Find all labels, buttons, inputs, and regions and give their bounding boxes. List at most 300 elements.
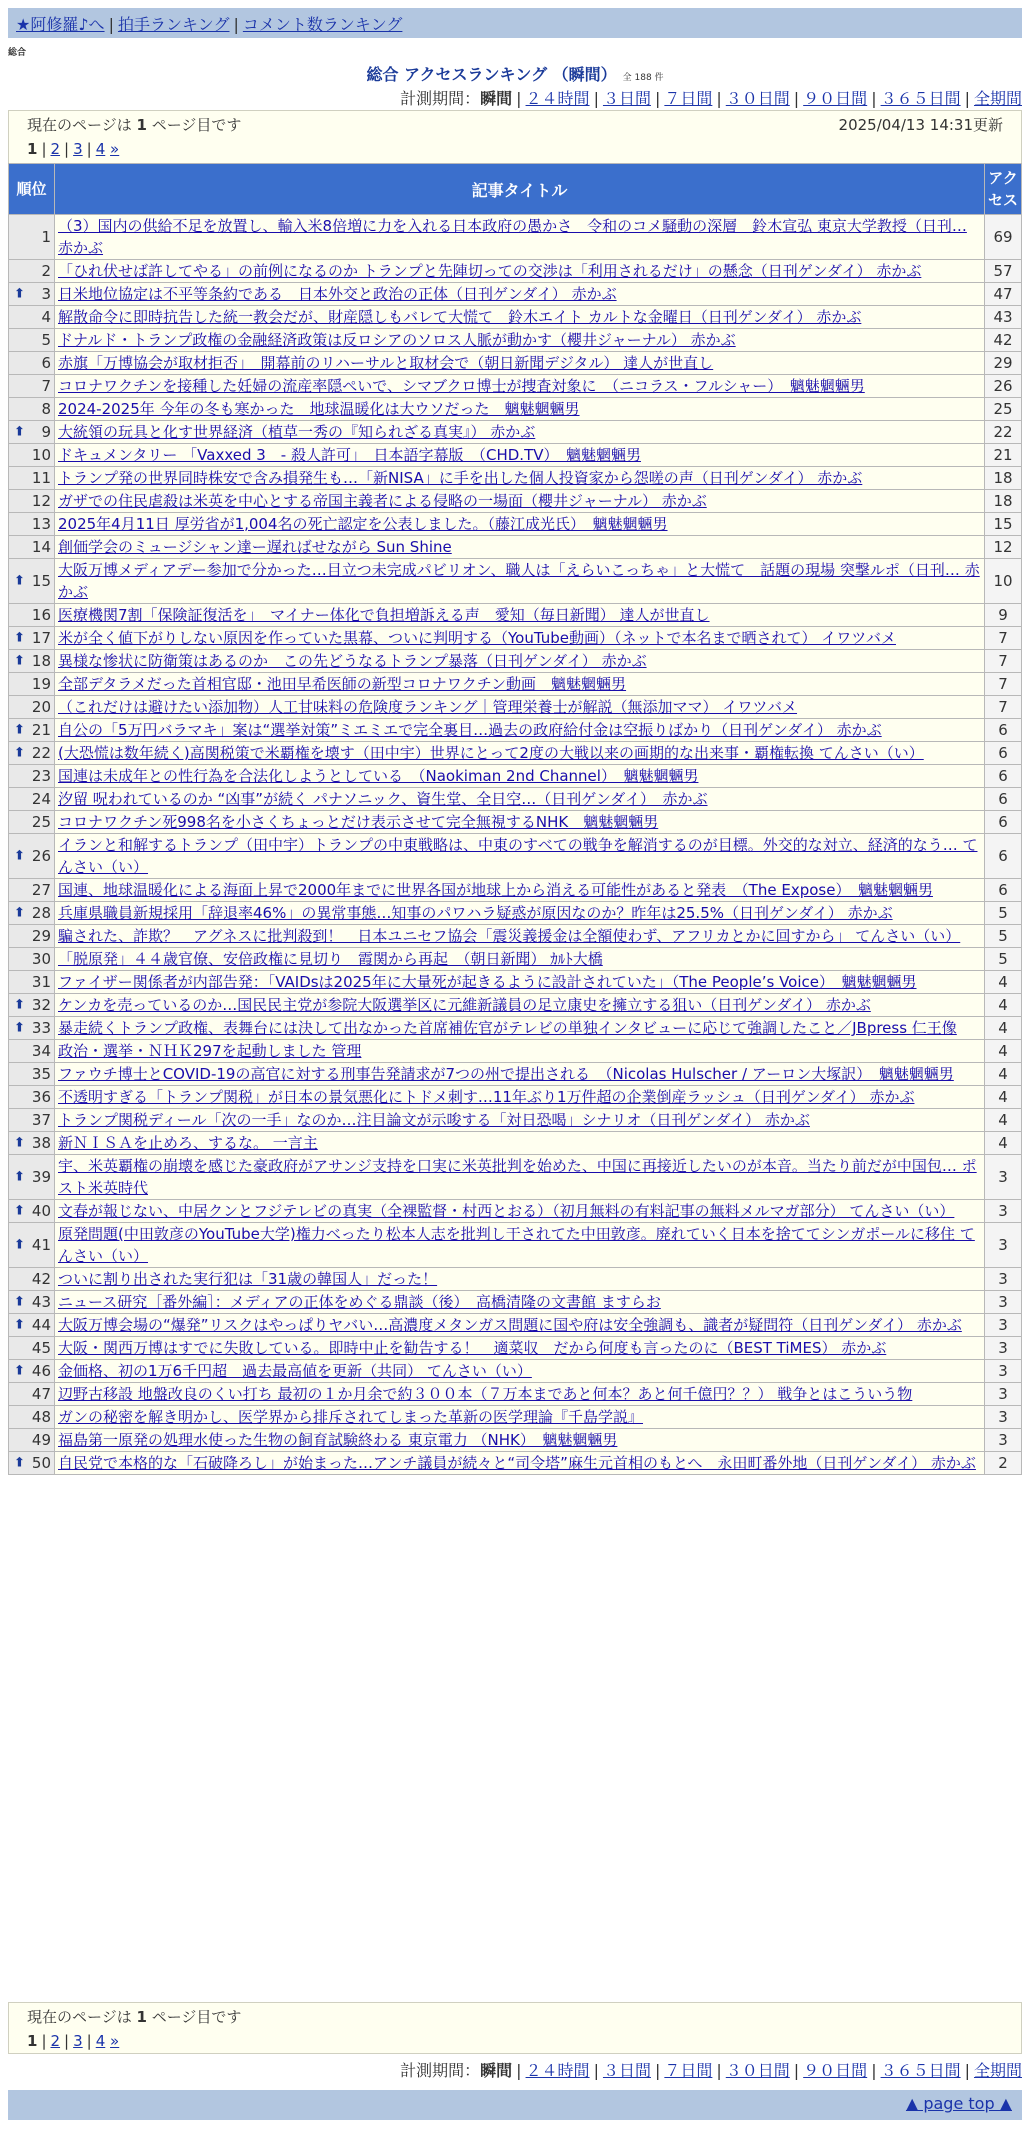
article-link[interactable]: 文春が報じない、中居クンとフジテレビの真実（全裸監督・村西とおる）（初月無料の有料記事の無料メルマガ部分） てんさい（い） <box>58 1202 955 1220</box>
rank-number: 23 <box>31 767 51 785</box>
period-link[interactable]: ３０日間 <box>725 2061 790 2080</box>
access-count: 43 <box>985 306 1022 329</box>
up-arrow-icon: ⬆ <box>14 722 25 738</box>
table-row <box>9 902 1022 925</box>
access-count: 3 <box>985 1337 1022 1360</box>
table-row <box>9 788 1022 811</box>
period-link[interactable]: ３日間 <box>602 2061 651 2080</box>
rank-cell <box>9 604 55 627</box>
rank-cell <box>9 444 55 467</box>
col-rank-header: 順位 <box>9 164 55 215</box>
article-link[interactable]: 大阪万博メディアデー参加で分かった…目立つ未完成パビリオン、職人は「えらいこっちゃ」と大慌て 話題の現場 突撃ルポ（日刊… 赤かぶ <box>58 561 980 601</box>
access-count: 3 <box>985 1360 1022 1383</box>
pager-link[interactable]: 2 <box>50 2032 61 2050</box>
table-row <box>9 490 1022 513</box>
separator: | <box>233 15 239 34</box>
separator: | <box>654 2061 661 2080</box>
table-row <box>9 719 1022 742</box>
rank-number: 31 <box>31 973 51 991</box>
rank-number: 35 <box>31 1065 51 1083</box>
article-link[interactable]: 自公の「5万円バラマキ」案は“選挙対策”ミエミエで完全裏目…過去の政府給付金は空振りばかり（日刊ゲンダイ） 赤かぶ <box>58 721 882 739</box>
title-cell <box>55 650 985 673</box>
article-link[interactable]: 「ひれ伏せば許してやる」の前例になるのか トランプと先陣切っての交渉は「利用されるだけ」の懸念（日刊ゲンダイ） 赤かぶ <box>58 262 922 280</box>
article-link[interactable]: 不透明すぎる「トランプ関税」が日本の景気悪化にトドメ刺す…11年ぶり1万件超の企業倒産ラッシュ（日刊ゲンダイ） 赤かぶ <box>58 1088 915 1106</box>
rank-cell <box>9 650 55 673</box>
rank-cell <box>9 260 55 283</box>
access-count: 3 <box>985 1200 1022 1223</box>
access-count: 3 <box>985 1223 1022 1268</box>
article-link[interactable]: コロナワクチン死998名を小さくちょっとだけ表示させて完全無視するNHK 魑魅魍魎男 <box>58 813 659 831</box>
access-count: 4 <box>985 971 1022 994</box>
title-cell <box>55 1360 985 1383</box>
table-row <box>9 260 1022 283</box>
rank-number: 34 <box>31 1042 51 1060</box>
separator: | <box>716 89 722 108</box>
separator: | <box>41 2032 47 2050</box>
access-count: 3 <box>985 1429 1022 1452</box>
rank-cell <box>9 467 55 490</box>
total-count: 全 188 件 <box>622 73 664 83</box>
separator: | <box>871 2061 877 2080</box>
rank-number: 39 <box>31 1168 51 1186</box>
period-link[interactable]: ３６５日間 <box>880 89 961 108</box>
title-cell <box>55 1063 985 1086</box>
separator: | <box>108 15 114 34</box>
title-cell <box>55 260 985 283</box>
article-link[interactable]: 「脱原発」４４歳官僚、安倍政権に見切り 霞関から再起 （朝日新聞） ｶﾙﾄ大橋 <box>58 950 603 968</box>
pager-link[interactable]: 3 <box>73 2032 83 2050</box>
table-row <box>9 696 1022 719</box>
title-cell <box>55 765 985 788</box>
rank-number: 29 <box>31 927 51 945</box>
table-row <box>9 1086 1022 1109</box>
rank-number: 43 <box>31 1293 51 1311</box>
title-cell <box>55 994 985 1017</box>
table-row <box>9 215 1022 260</box>
table-row <box>9 1314 1022 1337</box>
access-count: 5 <box>985 902 1022 925</box>
period-label: 計測期間： <box>400 89 481 108</box>
separator: | <box>86 140 92 158</box>
table-row <box>9 627 1022 650</box>
article-link[interactable]: 辺野古移設 地盤改良のくい打ち 最初の１か月余で約３００本（７万本まであと何本？あと何千億円？？） 戦争とはこういう物 <box>58 1385 913 1403</box>
rank-number: 7 <box>41 377 51 395</box>
home-link[interactable]: ★阿修羅♪へ <box>16 15 105 34</box>
rank-number: 36 <box>31 1088 51 1106</box>
rank-cell <box>9 1291 55 1314</box>
title-cell <box>55 1268 985 1291</box>
paging-box-bottom <box>8 2002 1022 2054</box>
rank-cell <box>9 1063 55 1086</box>
title-cell <box>55 811 985 834</box>
table-row <box>9 375 1022 398</box>
title-cell <box>55 1017 985 1040</box>
access-count: 4 <box>985 1109 1022 1132</box>
separator: | <box>654 89 661 108</box>
access-count: 22 <box>985 421 1022 444</box>
table-row <box>9 879 1022 902</box>
period-current: 瞬間 <box>480 2061 513 2080</box>
period-link[interactable]: ９０日間 <box>803 89 868 108</box>
rank-number: 32 <box>31 996 51 1014</box>
title-cell <box>55 948 985 971</box>
title-cell <box>55 490 985 513</box>
article-link[interactable]: ついに割り出された実行犯は「31歳の韓国人」だった！ <box>58 1270 438 1288</box>
article-link[interactable]: 医療機関7割「保険証復活を」 マイナー体化で負担増訴える声 愛知（毎日新聞） 達人が世直し <box>58 606 710 624</box>
up-arrow-icon: ⬆ <box>14 1317 25 1333</box>
separator: | <box>716 2061 722 2080</box>
article-link[interactable]: 政治・選挙・ＮＨＫ297を起動しました 管理 <box>58 1042 362 1060</box>
separator: | <box>964 89 970 108</box>
article-link[interactable]: 暴走続くトランプ政権、表舞台には決して出なかった首席補佐官がテレビの単独インタビューに応じて強調したこと／JBpress 仁王像 <box>58 1019 957 1037</box>
rank-cell <box>9 834 55 879</box>
article-link[interactable]: ニュース研究［番外編］：メディアの正体をめぐる鼎談（後） 高橋清隆の文書館 ますらお <box>58 1293 661 1311</box>
article-link[interactable]: 2025年4月11日 厚労省が1,004名の死亡認定を公表しました。（藤江成光氏） 魑魅魍魎男 <box>58 515 668 533</box>
access-count: 4 <box>985 1017 1022 1040</box>
comment-ranking-link[interactable]: コメント数ランキング <box>242 15 403 34</box>
period-link[interactable]: ２４時間 <box>525 2061 590 2080</box>
rank-number: 8 <box>41 400 51 418</box>
up-arrow-icon: ⬆ <box>14 1135 25 1151</box>
rank-cell <box>9 925 55 948</box>
page-title-block <box>8 62 1022 85</box>
article-link[interactable]: 新ＮＩＳＡを止めろ、するな。 一言主 <box>58 1134 318 1152</box>
rank-cell <box>9 1452 55 1475</box>
access-count: 3 <box>985 1406 1022 1429</box>
rank-number: 38 <box>31 1134 51 1152</box>
table-row <box>9 811 1022 834</box>
access-count: 6 <box>985 834 1022 879</box>
access-count: 57 <box>985 260 1022 283</box>
period-link[interactable]: ７日間 <box>664 2061 713 2080</box>
table-row <box>9 559 1022 604</box>
rank-cell <box>9 513 55 536</box>
rank-cell <box>9 742 55 765</box>
access-count: 4 <box>985 1132 1022 1155</box>
article-link[interactable]: 福島第一原発の処理水使った生物の飼育試験終わる 東京電力 （NHK） 魑魅魍魎男 <box>58 1431 618 1449</box>
rank-number: 27 <box>31 881 51 899</box>
article-link[interactable]: ドナルド・トランプ政権の金融経済政策は反ロシアのソロス人脈が動かす（櫻井ジャーナル） 赤かぶ <box>58 331 736 349</box>
rank-cell <box>9 1268 55 1291</box>
access-count: 3 <box>985 1314 1022 1337</box>
rank-cell <box>9 1132 55 1155</box>
table-row <box>9 1017 1022 1040</box>
title-cell <box>55 696 985 719</box>
rank-number: 9 <box>41 423 51 441</box>
article-link[interactable]: ドキュメンタリー 「Vaxxed 3 - 殺人許可」 日本語字幕版 （CHD.TV） 魑魅魍魎男 <box>58 446 641 464</box>
table-row <box>9 994 1022 1017</box>
rank-number: 6 <box>41 354 51 372</box>
paging-box-top <box>8 110 1022 164</box>
separator: | <box>593 2061 599 2080</box>
access-count: 69 <box>985 215 1022 260</box>
table-row <box>9 925 1022 948</box>
title-cell <box>55 536 985 559</box>
article-link[interactable]: 大統領の玩具と化す世界経済（植草一秀の『知られざる真実』） 赤かぶ <box>58 423 536 441</box>
article-link[interactable]: 2024-2025年 今年の冬も寒かった 地球温暖化は大ウソだった 魑魅魍魎男 <box>58 400 580 418</box>
access-count: 9 <box>985 604 1022 627</box>
access-count: 25 <box>985 398 1022 421</box>
table-row <box>9 971 1022 994</box>
table-row <box>9 1291 1022 1314</box>
page-top-link[interactable]: ▲ page top ▲ <box>905 2094 1012 2113</box>
up-arrow-icon: ⬆ <box>14 1455 25 1471</box>
rank-cell <box>9 1406 55 1429</box>
rank-cell <box>9 352 55 375</box>
rank-number: 40 <box>31 1202 51 1220</box>
rank-number: 15 <box>31 572 51 590</box>
rank-cell <box>9 559 55 604</box>
table-row <box>9 650 1022 673</box>
title-cell <box>55 1223 985 1268</box>
access-count: 6 <box>985 811 1022 834</box>
pager <box>27 137 1003 161</box>
period-link[interactable]: ３日間 <box>602 89 651 108</box>
rank-number: 4 <box>41 308 51 326</box>
article-link[interactable]: ガザでの住民虐殺は米英を中心とする帝国主義者による侵略の一場面（櫻井ジャーナル） 赤かぶ <box>58 492 707 510</box>
up-arrow-icon: ⬆ <box>14 573 25 589</box>
table-row <box>9 444 1022 467</box>
article-link[interactable]: ケンカを売っているのか…国民民主党が参院大阪選挙区に元維新議員の足立康史を擁立する狙い（日刊ゲンダイ） 赤かぶ <box>58 996 871 1014</box>
title-cell <box>55 879 985 902</box>
up-arrow-icon: ⬆ <box>14 424 25 440</box>
col-access-header: アクセス <box>985 164 1022 215</box>
title-cell <box>55 1406 985 1429</box>
table-row <box>9 306 1022 329</box>
rank-number: 37 <box>31 1111 51 1129</box>
table-row <box>9 834 1022 879</box>
article-link[interactable]: 大阪万博会場の“爆発”リスクはやっぱりヤバい…高濃度メタンガス問題に国や府は安全強調も、識者が疑問符（日刊ゲンダイ） 赤かぶ <box>58 1316 962 1334</box>
title-cell <box>55 215 985 260</box>
article-link[interactable]: 日米地位協定は不平等条約である 日本外交と政治の正体（日刊ゲンダイ） 赤かぶ <box>58 285 617 303</box>
table-row <box>9 673 1022 696</box>
title-cell <box>55 1291 985 1314</box>
access-count: 5 <box>985 925 1022 948</box>
title-cell <box>55 375 985 398</box>
rank-number: 42 <box>31 1270 51 1288</box>
rank-number: 48 <box>31 1408 51 1426</box>
clap-ranking-link[interactable]: 拍手ランキング <box>117 15 230 34</box>
table-row <box>9 398 1022 421</box>
section-label: 総合 <box>8 48 27 58</box>
table-row <box>9 329 1022 352</box>
access-count: 47 <box>985 283 1022 306</box>
article-link[interactable]: 米が全く値下がりしない原因を作っていた黒幕、ついに判明する（YouTube動画）（ネットで本名まで晒されて） イワツバメ <box>58 629 896 647</box>
access-count: 12 <box>985 536 1022 559</box>
article-link[interactable]: （3）国内の供給不足を放置し、輸入米8倍増に力を入れる日本政府の愚かさ 令和のコメ騒動の深層 鈴木宣弘 東京大学教授（日刊… 赤かぶ <box>58 217 967 257</box>
table-row <box>9 1337 1022 1360</box>
rank-number: 17 <box>31 629 51 647</box>
separator: | <box>871 89 877 108</box>
table-row <box>9 742 1022 765</box>
title-cell <box>55 1155 985 1200</box>
article-link[interactable]: 国連は未成年との性行為を合法化しようとしている （Naokiman 2nd Channel） 魑魅魍魎男 <box>58 767 699 785</box>
rank-number: 19 <box>31 675 51 693</box>
rank-cell <box>9 490 55 513</box>
access-count: 3 <box>985 1291 1022 1314</box>
title-cell <box>55 1132 985 1155</box>
article-link[interactable]: コロナワクチンを接種した妊婦の流産率隠ぺいで、シマブクロ博士が捜査対象に （ニコラス・フルシャー） 魑魅魍魎男 <box>58 377 865 395</box>
title-cell <box>55 1452 985 1475</box>
up-arrow-icon: ⬆ <box>14 1294 25 1310</box>
access-count: 26 <box>985 375 1022 398</box>
rank-cell <box>9 306 55 329</box>
title-cell <box>55 673 985 696</box>
access-count: 7 <box>985 650 1022 673</box>
rank-cell <box>9 1040 55 1063</box>
table-row <box>9 536 1022 559</box>
article-link[interactable]: 宇、米英覇権の崩壊を感じた豪政府がアサンジ支持を口実に米英批判を始めた、中国に再接近したいのが本音。当たり前だが中国包… ポスト米英時代 <box>58 1157 977 1197</box>
title-cell <box>55 513 985 536</box>
ranking-table <box>8 163 1022 1475</box>
title-cell <box>55 902 985 925</box>
article-link[interactable]: (大恐慌は数年続く)高関税策で米覇権を壊す（田中宇）世界にとって2度の大戦以来の画期的な出来事・覇権転換 てんさい（い） <box>58 744 924 762</box>
separator: | <box>41 140 47 158</box>
current-page-text: 現在のページは 1 ページ目です <box>27 116 242 134</box>
article-link[interactable]: 創価学会のミュージシャン達ー遅ればせながら Sun Shine <box>58 538 452 556</box>
rank-number: 33 <box>31 1019 51 1037</box>
pager-next-link[interactable]: » <box>110 140 120 158</box>
article-link[interactable]: 全部デタラメだった首相官邸・池田早希医師の新型コロナワクチン動画 魑魅魍魎男 <box>58 675 627 693</box>
rank-number: 11 <box>31 469 51 487</box>
table-row <box>9 1155 1022 1200</box>
pager-current: 1 <box>27 2032 38 2050</box>
access-count: 3 <box>985 1155 1022 1200</box>
article-link[interactable]: トランプ関税ディール「次の一手」なのか…注目論文が示唆する「対日恐喝」シナリオ（日刊ゲンダイ） 赤かぶ <box>58 1111 810 1129</box>
up-arrow-icon: ⬆ <box>14 1363 25 1379</box>
title-cell <box>55 306 985 329</box>
article-link[interactable]: 兵庫県職員新規採用「辞退率46%」の異常事態…知事のパワハラ疑惑が原因なのか？昨年は25.5%（日刊ゲンダイ） 赤かぶ <box>58 904 893 922</box>
rank-number: 5 <box>41 331 51 349</box>
article-link[interactable]: イランと和解するトランプ（田中宇）トランプの中東戦略は、中東のすべての戦争を解消するのが目標。外交的な対立、経済的なう… てんさい（い） <box>58 836 978 876</box>
table-row <box>9 604 1022 627</box>
article-link[interactable]: 大阪・関西万博はすでに失敗している。即時中止を勧告する！ 適菜収 だから何度も言ったのに（BEST TiMES） 赤かぶ <box>58 1339 887 1357</box>
period-link[interactable]: ３０日間 <box>725 89 790 108</box>
rank-cell <box>9 215 55 260</box>
rank-number: 20 <box>31 698 51 716</box>
article-link[interactable]: 異様な惨状に防衛策はあるのか この先どうなるトランプ暴落（日刊ゲンダイ） 赤かぶ <box>58 652 647 670</box>
title-cell <box>55 1200 985 1223</box>
pager-link[interactable]: 2 <box>50 140 61 158</box>
rank-cell <box>9 1360 55 1383</box>
pager-link[interactable]: 4 <box>95 2032 106 2050</box>
up-arrow-icon: ⬆ <box>14 1237 25 1253</box>
rank-cell <box>9 1086 55 1109</box>
access-count: 6 <box>985 742 1022 765</box>
rank-cell <box>9 1109 55 1132</box>
pager-current: 1 <box>27 140 38 158</box>
title-cell <box>55 283 985 306</box>
rank-cell <box>9 1155 55 1200</box>
separator: | <box>516 89 522 108</box>
pager-link[interactable]: 3 <box>73 140 83 158</box>
ranking-table-body <box>9 215 1022 1475</box>
up-arrow-icon: ⬆ <box>14 997 25 1013</box>
rank-number: 22 <box>31 744 51 762</box>
access-count: 7 <box>985 627 1022 650</box>
rank-cell <box>9 1200 55 1223</box>
rank-number: 12 <box>31 492 51 510</box>
pager-link[interactable]: 4 <box>95 140 106 158</box>
access-count: 6 <box>985 879 1022 902</box>
rank-cell <box>9 696 55 719</box>
rank-cell <box>9 1429 55 1452</box>
col-title-header: 記事タイトル <box>55 164 985 215</box>
article-link[interactable]: トランプ発の世界同時株安で含み損発生も…「新NISA」に手を出した個人投資家から怨嗟の声（日刊ゲンダイ） 赤かぶ <box>58 469 863 487</box>
table-row <box>9 421 1022 444</box>
rank-cell <box>9 283 55 306</box>
article-link[interactable]: ファイザー関係者が内部告発：「VAIDsは2025年に大量死が起きるように設計されていた」（The People’s Voice） 魑魅魍魎男 <box>58 973 917 991</box>
article-link[interactable]: 解散命令に即時抗告した統一教会だが、財産隠しもバレて大慌て 鈴木エイト カルトな金曜日（日刊ゲンダイ） 赤かぶ <box>58 308 862 326</box>
pager-next-link[interactable]: » <box>110 2032 120 2050</box>
period-link[interactable]: 全期間 <box>973 89 1022 108</box>
title-cell <box>55 559 985 604</box>
article-link[interactable]: 汐留 呪われているのか “凶事”が続く パナソニック、資生堂、全日空…（日刊ゲンダイ） 赤かぶ <box>58 790 708 808</box>
separator: | <box>793 2061 800 2080</box>
article-link[interactable]: ガンの秘密を解き明かし、医学界から排斥されてしまった革新の医学理論『千島学説』 <box>58 1408 644 1426</box>
rank-cell <box>9 811 55 834</box>
period-link[interactable]: 全期間 <box>973 2061 1022 2080</box>
table-row <box>9 1132 1022 1155</box>
title-cell <box>55 1337 985 1360</box>
period-link[interactable]: ９０日間 <box>803 2061 868 2080</box>
article-link[interactable]: 原発問題(中田敦彦のYouTube大学)権力べったり松本人志を批判し干されてた中田敦彦。廃れていく日本を捨ててシンガポールに移住 てんさい（い） <box>58 1225 975 1265</box>
access-count: 6 <box>985 765 1022 788</box>
article-link[interactable]: 騙された、詐欺？ アグネスに批判殺到！ 日本ユニセフ協会「震災義援金は全額使わず、アフリカとかに回すから」 てんさい（い） <box>58 927 961 945</box>
period-link[interactable]: ３６５日間 <box>880 2061 961 2080</box>
title-cell <box>55 467 985 490</box>
title-cell <box>55 329 985 352</box>
article-link[interactable]: ファウチ博士とCOVID-19の高官に対する刑事告発請求が7つの州で提出される （Nicolas Hulscher / アーロン大塚訳） 魑魅魍魎男 <box>58 1065 954 1083</box>
title-cell <box>55 604 985 627</box>
title-cell <box>55 719 985 742</box>
article-link[interactable]: 金価格、初の1万6千円超 過去最高値を更新（共同） てんさい（い） <box>58 1362 532 1380</box>
period-current: 瞬間 <box>480 89 513 108</box>
up-arrow-icon: ⬆ <box>14 1169 25 1185</box>
article-link[interactable]: （これだけは避けたい添加物）人工甘味料の危険度ランキング｜管理栄養士が解説（無添加ママ） イワツバメ <box>58 698 798 716</box>
up-arrow-icon: ⬆ <box>14 1020 25 1036</box>
rank-number: 50 <box>31 1454 51 1472</box>
period-nav-top <box>400 86 1022 109</box>
article-link[interactable]: 自民党で本格的な「石破降ろし」が始まった…アンチ議員が続々と“司令塔”麻生元首相のもとへ 永田町番外地（日刊ゲンダイ） 赤かぶ <box>58 1454 976 1472</box>
period-link[interactable]: ２４時間 <box>525 89 590 108</box>
separator: | <box>64 2032 70 2050</box>
table-row <box>9 1383 1022 1406</box>
article-link[interactable]: 国連、地球温暖化による海面上昇で2000年までに世界各国が地球上から消える可能性があると発表 （The Expose） 魑魅魍魎男 <box>58 881 933 899</box>
period-link[interactable]: ７日間 <box>664 89 713 108</box>
access-count: 7 <box>985 673 1022 696</box>
table-row <box>9 1223 1022 1268</box>
up-arrow-icon: ⬆ <box>14 653 25 669</box>
up-arrow-icon: ⬆ <box>14 745 25 761</box>
rank-number: 45 <box>31 1339 51 1357</box>
rank-number: 10 <box>31 446 51 464</box>
access-count: 4 <box>985 1086 1022 1109</box>
rank-cell <box>9 948 55 971</box>
rank-number: 21 <box>31 721 51 739</box>
title-cell <box>55 971 985 994</box>
title-cell <box>55 1429 985 1452</box>
access-count: 42 <box>985 329 1022 352</box>
table-row <box>9 513 1022 536</box>
rank-cell <box>9 879 55 902</box>
title-cell <box>55 352 985 375</box>
up-arrow-icon: ⬆ <box>14 905 25 921</box>
current-page-text: 現在のページは 1 ページ目です <box>27 2008 242 2026</box>
title-cell <box>55 925 985 948</box>
article-link[interactable]: 赤旗「万博協会が取材拒否」 開幕前のリハーサルと取材会で（朝日新聞デジタル） 達人が世直し <box>58 354 714 372</box>
rank-number: 28 <box>31 904 51 922</box>
